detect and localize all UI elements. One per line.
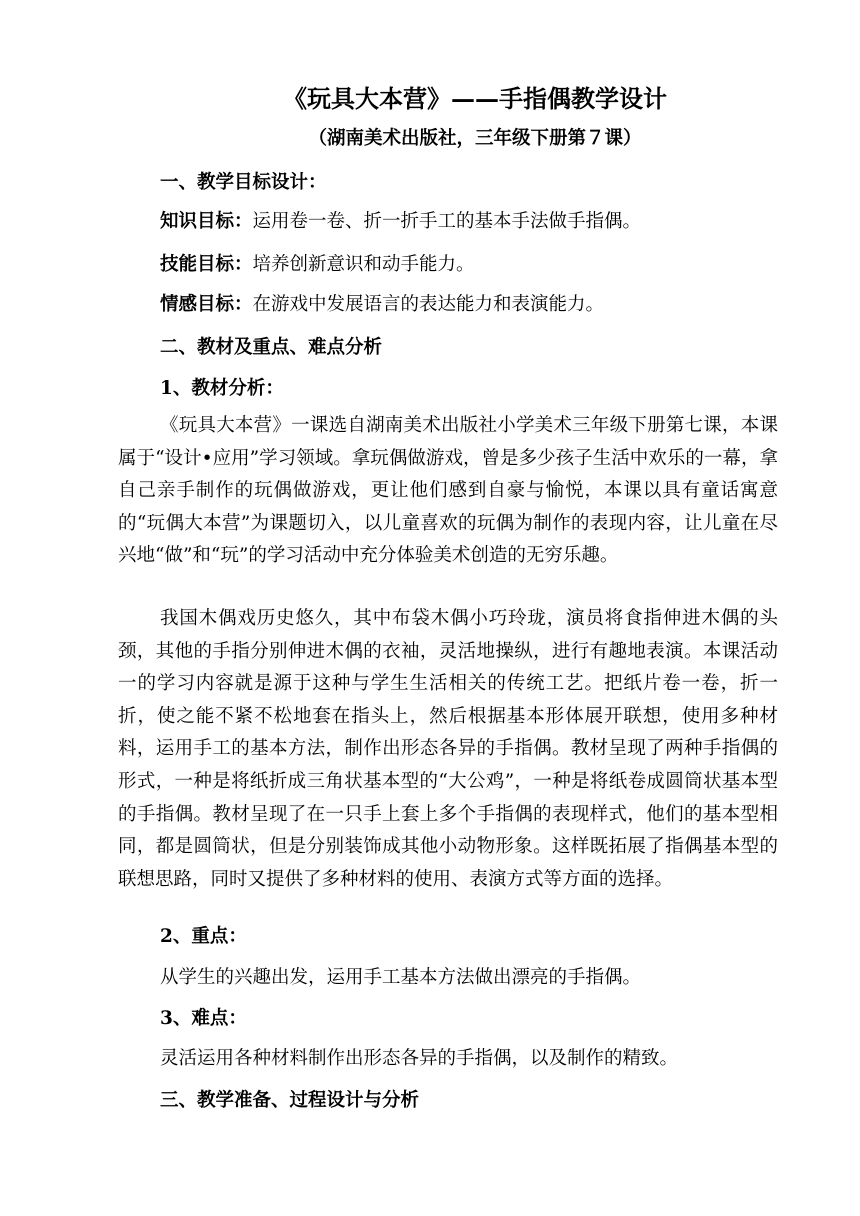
- knowledge-goal-line: [160, 207, 641, 237]
- document-title: 《玩具大本营》——手指偶教学设计: [283, 84, 667, 113]
- difficulty-heading: 3、难点：: [160, 1008, 247, 1029]
- textbook-analysis-paragraph-1: 《玩具大本营》一课选自湖南美术出版社小学美术三年级下册第七课，本课属于“设计•应用”学习领域。拿玩偶做游戏，曾是多少孩子生活中欢乐的一幕，拿自己亲手制作的玩偶做游戏，更让他们感到自豪与愉悦，本课以具有童话寓意的“玩偶大本营”为课题切入，以儿童喜欢的玩偶为制作的表现内容，让儿童在尽兴地“做”和“玩”的学习活动中充分体验美术创造的无穷乐趣。: [118, 415, 778, 567]
- emotion-goal-line: [160, 290, 604, 320]
- key-point-text: 从学生的兴趣出发，运用手工基本方法做出漂亮的手指偶。: [160, 967, 642, 988]
- emotion-goal-text: 在游戏中发展语言的表达能力和表演能力。: [252, 294, 605, 315]
- section1-heading: 一、教学目标设计：: [160, 172, 327, 193]
- skill-goal-text: 培养创新意识和动手能力。: [252, 254, 475, 275]
- skill-goal-line: [160, 250, 475, 280]
- document-subtitle: （湖南美术出版社，三年级下册第７课）: [308, 128, 642, 149]
- key-point-heading: 2、重点：: [160, 926, 247, 947]
- knowledge-goal-text: 运用卷一卷、折一折手工的基本手法做手指偶。: [252, 211, 642, 232]
- difficulty-text: 灵活运用各种材料制作出形态各异的手指偶，以及制作的精致。: [160, 1048, 679, 1069]
- section2-heading: 二、教材及重点、难点分析: [160, 337, 383, 358]
- textbook-analysis-paragraph-2: 我国木偶戏历史悠久，其中布袋木偶小巧玲珑，演员将食指伸进木偶的头颈，其他的手指分别伸进木偶的衣袖，灵活地操纵，进行有趣地表演。本课活动一的学习内容就是源于这种与学生生活相关的传统工艺。把纸片卷一卷，折一折，使之能不紧不松地套在指头上，然后根据基本形体展开联想，使用多种材料，运用手工的基本方法，制作出形态各异的手指偶。教材呈现了两种手指偶的形式，一种是将纸折成三角状基本型的“大公鸡”，一种是将纸卷成圆筒状基本型的手指偶。教材呈现了在一只手上套上多个手指偶的表现样式，他们的基本型相同，都是圆筒状，但是分别装饰成其他小动物形象。这样既拓展了指偶基本型的联想思路，同时又提供了多种材料的使用、表演方式等方面的选择。: [118, 608, 778, 890]
- textbook-analysis-heading: 1、教材分析：: [160, 378, 284, 399]
- section3-heading: 三、教学准备、过程设计与分析: [160, 1090, 420, 1111]
- knowledge-goal-label: 知识目标：: [160, 211, 253, 232]
- emotion-goal-label: 情感目标：: [160, 294, 253, 315]
- skill-goal-label: 技能目标：: [160, 254, 253, 275]
